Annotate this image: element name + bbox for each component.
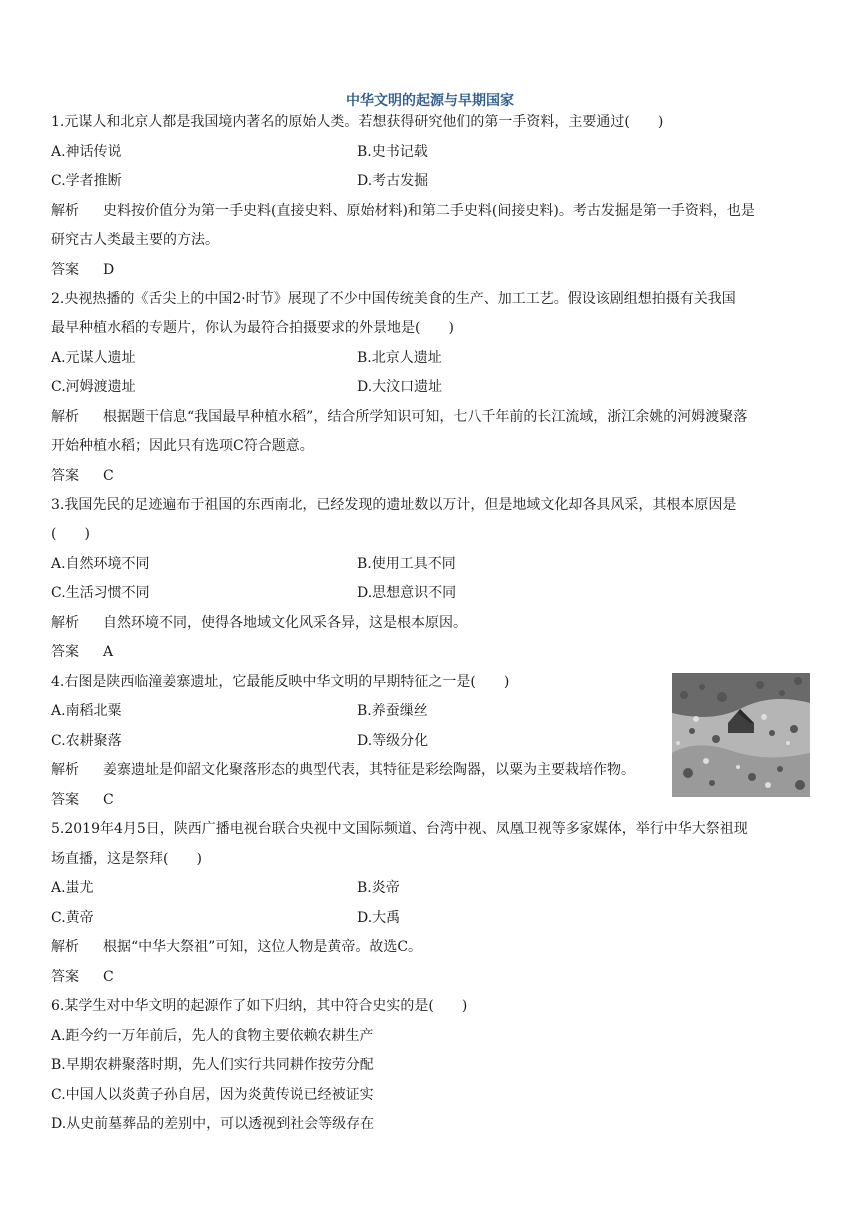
- q1-option-a: A.神话传说: [51, 144, 122, 160]
- q5-answer: [51, 967, 114, 987]
- q6-stem: 6.某学生对中华文明的起源作了如下归纳，其中符合史实的是( ): [51, 998, 468, 1014]
- q1-option-b: B.史书记载: [357, 144, 428, 160]
- analysis-label: 解析: [51, 203, 79, 219]
- q2-analysis-text: 根据题干信息“我国最早种植水稻”，结合所学知识可知，七八千年前的长江流域，浙江余姚的河姆渡聚落: [103, 409, 748, 425]
- q3-option-b: B.使用工具不同: [357, 556, 456, 572]
- q2-option-d: D.大汶口遗址: [357, 379, 443, 395]
- q4-stem: 4.右图是陕西临潼姜寨遗址，它最能反映中华文明的早期特征之一是( ): [51, 674, 510, 690]
- q4-analysis-text: 姜寨遗址是仰韶文化聚落形态的典型代表，其特征是彩绘陶器，以粟为主要栽培作物。: [103, 762, 635, 778]
- q5-option-a: A.蚩尤: [51, 880, 94, 896]
- answer-label: 答案: [51, 969, 79, 985]
- answer-label: 答案: [51, 792, 79, 808]
- q5-analysis: [51, 937, 422, 957]
- q3-stem-cont: ( ): [51, 526, 90, 542]
- q3-option-c: C.生活习惯不同: [51, 585, 150, 601]
- q3-analysis-text: 自然环境不同，使得各地域文化风采各异，这是根本原因。: [103, 615, 467, 631]
- q2-analysis: [51, 407, 747, 427]
- q5-option-c: C.黄帝: [51, 910, 94, 926]
- q3-option-a: A.自然环境不同: [51, 556, 150, 572]
- q4-option-d: D.等级分化: [357, 733, 429, 749]
- q6-option-c: C.中国人以炎黄子孙自居，因为炎黄传说已经被证实: [51, 1087, 374, 1103]
- analysis-label: 解析: [51, 939, 79, 955]
- q2-answer: [51, 466, 114, 486]
- q1-analysis: [51, 201, 755, 221]
- q2-option-a: A.元谋人遗址: [51, 350, 136, 366]
- q5-stem-cont: 场直播，这是祭拜( ): [51, 851, 202, 867]
- q5-option-b: B.炎帝: [357, 880, 400, 896]
- jiangzhai-site-photo: [672, 673, 810, 797]
- analysis-label: 解析: [51, 762, 79, 778]
- q1-answer: [51, 260, 114, 280]
- q4-answer: [51, 790, 114, 810]
- q1-analysis-cont: 研究古人类最主要的方法。: [51, 232, 219, 248]
- site-photo-graphic: [672, 673, 810, 797]
- q3-stem: 3.我国先民的足迹遍布于祖国的东西南北，已经发现的遗址数以万计，但是地域文化却各具风采，其根本原因是: [51, 497, 737, 513]
- q3-analysis: [51, 613, 467, 633]
- analysis-label: 解析: [51, 409, 79, 425]
- q2-stem-cont: 最早种植水稻的专题片，你认为最符合拍摄要求的外景地是( ): [51, 320, 454, 336]
- q5-analysis-text: 根据“中华大祭祖”可知，这位人物是黄帝。故选C。: [103, 939, 423, 955]
- q1-option-c: C.学者推断: [51, 173, 122, 189]
- q4-option-c: C.农耕聚落: [51, 733, 122, 749]
- q2-answer-value: C: [103, 468, 114, 484]
- answer-label: 答案: [51, 262, 79, 278]
- q3-answer: [51, 642, 113, 662]
- q5-answer-value: C: [103, 969, 114, 985]
- q4-option-b: B.养蚕缫丝: [357, 703, 428, 719]
- q2-option-b: B.北京人遗址: [357, 350, 442, 366]
- q4-option-a: A.南稻北粟: [51, 703, 122, 719]
- q6-option-b: B.早期农耕聚落时期，先人们实行共同耕作按劳分配: [51, 1057, 374, 1073]
- q6-option-a: A.距今约一万年前后，先人的食物主要依赖农耕生产: [51, 1028, 374, 1044]
- q3-option-d: D.思想意识不同: [357, 585, 457, 601]
- q2-analysis-cont: 开始种植水稻；因此只有选项C符合题意。: [51, 438, 314, 454]
- q5-option-d: D.大禹: [357, 910, 401, 926]
- q1-analysis-text: 史料按价值分为第一手史料(直接史料、原始材料)和第二手史料(间接史料)。考古发掘是第一手资料，也是: [103, 203, 755, 219]
- q1-option-d: D.考古发掘: [357, 173, 429, 189]
- q1-stem: 1.元谋人和北京人都是我国境内著名的原始人类。若想获得研究他们的第一手资料，主要通过( ): [51, 114, 664, 130]
- q5-stem: 5.2019年4月5日，陕西广播电视台联合央视中文国际频道、台湾中视、凤凰卫视等多家媒体，举行中华大祭祖现: [51, 821, 748, 837]
- q3-answer-value: A: [103, 644, 114, 660]
- analysis-label: 解析: [51, 615, 79, 631]
- q6-option-d: D.从史前墓葬品的差别中，可以透视到社会等级存在: [51, 1116, 375, 1132]
- q2-stem: 2.央视热播的《舌尖上的中国2·时节》展现了不少中国传统美食的生产、加工工艺。假设该剧组想拍摄有关我国: [51, 291, 736, 307]
- answer-label: 答案: [51, 468, 79, 484]
- q4-analysis: [51, 760, 635, 780]
- q4-answer-value: C: [103, 792, 114, 808]
- answer-label: 答案: [51, 644, 79, 660]
- q1-answer-value: D: [103, 262, 115, 278]
- document-title: 中华文明的起源与早期国家: [346, 93, 514, 109]
- q2-option-c: C.河姆渡遗址: [51, 379, 136, 395]
